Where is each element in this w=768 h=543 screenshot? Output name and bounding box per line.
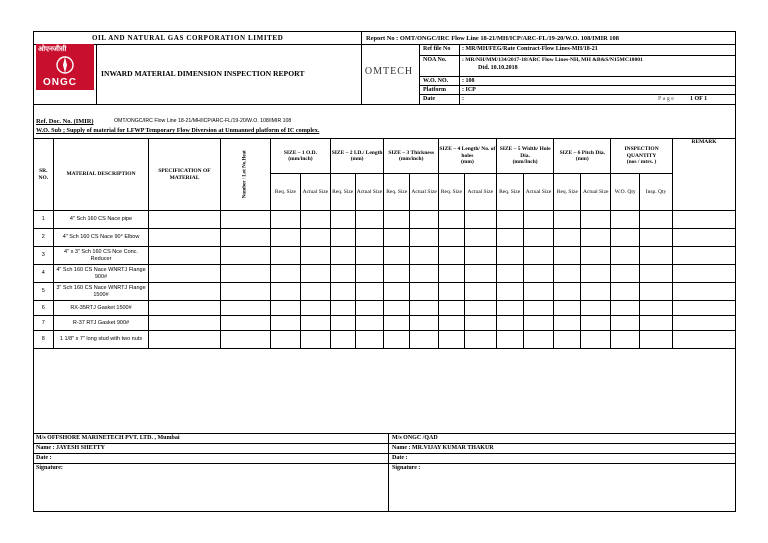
sub-actual: Actual Size bbox=[410, 174, 439, 211]
row-cell[interactable] bbox=[464, 247, 496, 265]
contractor-signature: Signature: bbox=[36, 465, 63, 471]
sub-req: Req. Size bbox=[330, 174, 355, 211]
row-cell[interactable] bbox=[330, 283, 355, 301]
row-cell[interactable] bbox=[640, 331, 673, 349]
row-cell[interactable] bbox=[355, 211, 384, 229]
row-cell[interactable] bbox=[554, 283, 581, 301]
col-size5 bbox=[496, 139, 554, 174]
ref-doc-label: Ref. Doc. No. (IMIR) bbox=[36, 118, 94, 125]
row-cell[interactable] bbox=[464, 265, 496, 283]
row-cell[interactable] bbox=[554, 211, 581, 229]
contractor-date: Date : bbox=[36, 455, 52, 461]
row-cell[interactable] bbox=[496, 229, 523, 247]
row-cell[interactable] bbox=[384, 301, 410, 316]
row-cell[interactable] bbox=[581, 283, 611, 301]
row-material-description: 4" Sch 160 CS Nace 90° Elbow bbox=[53, 229, 149, 247]
table-row bbox=[34, 229, 736, 247]
row-cell[interactable] bbox=[464, 211, 496, 229]
col-size3-unit: (mm/inch) bbox=[398, 156, 424, 162]
row-cell[interactable] bbox=[355, 316, 384, 331]
row-cell[interactable] bbox=[410, 211, 439, 229]
row-cell[interactable] bbox=[149, 265, 220, 283]
row-material-description: R-37 RTJ Gasket 900# bbox=[53, 316, 149, 331]
wo-subject: W.O. Sub ; Supply of material for LFWP Temporary Flow Diversion at Unmanned platform of IC complex. bbox=[36, 127, 320, 134]
table-row bbox=[34, 316, 736, 331]
row-cell[interactable] bbox=[300, 247, 330, 265]
inspection-table bbox=[33, 138, 736, 349]
row-sr: 1 bbox=[34, 211, 54, 229]
row-cell[interactable] bbox=[673, 229, 736, 247]
row-cell[interactable] bbox=[554, 316, 581, 331]
col-size2-unit: (mm) bbox=[350, 156, 364, 162]
row-cell[interactable] bbox=[271, 316, 301, 331]
row-cell[interactable] bbox=[220, 283, 270, 301]
row-cell[interactable] bbox=[410, 316, 439, 331]
row-cell[interactable] bbox=[581, 247, 611, 265]
ref-file-value: : MR/MH/FEG/Rate Contract-Flow Lines-MH/18-21 bbox=[462, 46, 598, 52]
wo-label: W.O. NO. bbox=[423, 78, 449, 84]
col-size5-unit: (mm/Inch) bbox=[512, 159, 538, 166]
row-cell[interactable] bbox=[581, 316, 611, 331]
row-cell[interactable] bbox=[330, 331, 355, 349]
col-size1-label: SIZE – 1 O.D. bbox=[283, 149, 317, 156]
row-cell[interactable] bbox=[271, 229, 301, 247]
row-cell[interactable] bbox=[355, 331, 384, 349]
sub-req: Req. Size bbox=[496, 174, 523, 211]
row-cell[interactable] bbox=[464, 229, 496, 247]
row-cell[interactable] bbox=[611, 331, 640, 349]
contractor-company: M/s OFFSHORE MARINETECH PVT. LTD. , Mumbai bbox=[36, 435, 180, 441]
row-cell[interactable] bbox=[611, 316, 640, 331]
row-cell[interactable] bbox=[523, 229, 554, 247]
col-size4-unit: (mm) bbox=[460, 159, 474, 166]
row-cell[interactable] bbox=[300, 283, 330, 301]
row-cell[interactable] bbox=[410, 229, 439, 247]
row-sr: 5 bbox=[34, 283, 54, 301]
row-cell[interactable] bbox=[355, 283, 384, 301]
row-material-description: 4" Sch 160 CS Nace pipe bbox=[53, 211, 149, 229]
platform-value: : ICP bbox=[462, 87, 476, 93]
row-cell[interactable] bbox=[496, 331, 523, 349]
col-size1-unit: (mm/inch) bbox=[288, 156, 313, 162]
row-cell[interactable] bbox=[330, 247, 355, 265]
row-cell[interactable] bbox=[355, 247, 384, 265]
row-cell[interactable] bbox=[220, 211, 270, 229]
col-sr: SR. NO. bbox=[34, 139, 54, 211]
col-size2 bbox=[330, 139, 384, 174]
divider bbox=[33, 453, 736, 454]
row-cell[interactable] bbox=[581, 211, 611, 229]
col-size3 bbox=[384, 139, 439, 174]
page-label: P a g e bbox=[658, 96, 674, 102]
ongc-date: Date : bbox=[392, 455, 408, 461]
row-cell[interactable] bbox=[581, 229, 611, 247]
col-material: MATERIAL DESCRIPTION bbox=[53, 139, 149, 211]
row-cell[interactable] bbox=[464, 331, 496, 349]
row-cell[interactable] bbox=[496, 283, 523, 301]
row-cell[interactable] bbox=[410, 283, 439, 301]
sub-actual: Actual Size bbox=[355, 174, 384, 211]
col-size6-label: SIZE – 6 Pitch Dia. bbox=[559, 149, 605, 156]
col-size6 bbox=[554, 139, 611, 174]
col-size1 bbox=[271, 139, 331, 174]
row-cell[interactable] bbox=[581, 331, 611, 349]
row-cell[interactable] bbox=[523, 283, 554, 301]
divider bbox=[419, 94, 736, 95]
date-value: : bbox=[462, 96, 464, 102]
row-cell[interactable] bbox=[439, 229, 465, 247]
sub-req: Req. Size bbox=[384, 174, 410, 211]
row-cell[interactable] bbox=[300, 265, 330, 283]
row-cell[interactable] bbox=[384, 211, 410, 229]
sub-req: Req. Size bbox=[271, 174, 301, 211]
row-cell[interactable] bbox=[673, 301, 736, 316]
table-row bbox=[34, 247, 736, 265]
row-cell[interactable] bbox=[611, 211, 640, 229]
row-cell[interactable] bbox=[439, 247, 465, 265]
row-cell[interactable] bbox=[554, 247, 581, 265]
row-cell[interactable] bbox=[220, 229, 270, 247]
row-cell[interactable] bbox=[330, 301, 355, 316]
row-cell[interactable] bbox=[410, 301, 439, 316]
contractor-name: Name : JAYESH SHETTY bbox=[36, 445, 105, 451]
row-cell[interactable] bbox=[611, 283, 640, 301]
row-cell[interactable] bbox=[523, 331, 554, 349]
row-cell[interactable] bbox=[384, 247, 410, 265]
col-inspection-label: INSPECTION QUANTITY bbox=[624, 146, 659, 159]
row-cell[interactable] bbox=[496, 211, 523, 229]
row-cell[interactable] bbox=[355, 265, 384, 283]
col-size5-label: SIZE – 5 Width/ Hole Dia. bbox=[499, 146, 551, 159]
divider bbox=[96, 44, 97, 104]
row-sr: 4 bbox=[34, 265, 54, 283]
row-cell[interactable] bbox=[410, 247, 439, 265]
row-cell[interactable] bbox=[554, 301, 581, 316]
row-cell[interactable] bbox=[220, 316, 270, 331]
row-cell[interactable] bbox=[554, 265, 581, 283]
divider bbox=[388, 433, 389, 512]
row-cell[interactable] bbox=[439, 211, 465, 229]
wo-value: : 108 bbox=[462, 78, 475, 84]
col-remark: REMARK bbox=[673, 139, 736, 211]
divider bbox=[419, 44, 420, 104]
row-cell[interactable] bbox=[523, 211, 554, 229]
row-cell[interactable] bbox=[439, 265, 465, 283]
col-inspection bbox=[611, 139, 673, 174]
row-cell[interactable] bbox=[523, 316, 554, 331]
col-inspection-unit: (nos / mtrs. ) bbox=[626, 159, 657, 166]
row-cell[interactable] bbox=[439, 316, 465, 331]
sub-actual: Actual Size bbox=[523, 174, 554, 211]
row-cell[interactable] bbox=[271, 247, 301, 265]
row-cell[interactable] bbox=[300, 301, 330, 316]
report-number: Report No : OMT/ONGC/IRC Flow Line 18-21/MH/ICP/ARC-FL/19-20/W.O. 108/IMIR 108 bbox=[366, 35, 619, 42]
row-cell[interactable] bbox=[271, 265, 301, 283]
row-sr: 3 bbox=[34, 247, 54, 265]
row-cell[interactable] bbox=[673, 283, 736, 301]
row-cell[interactable] bbox=[439, 283, 465, 301]
row-cell[interactable] bbox=[149, 316, 220, 331]
row-material-description: 4" Sch 160 CS Nace WNRTJ Flange 900# bbox=[53, 265, 149, 283]
row-cell[interactable] bbox=[523, 301, 554, 316]
row-cell[interactable] bbox=[554, 331, 581, 349]
row-cell[interactable] bbox=[611, 247, 640, 265]
sub-wo-qty: W.O. Qty bbox=[611, 174, 640, 211]
platform-label: Platform bbox=[423, 87, 446, 93]
row-cell[interactable] bbox=[355, 229, 384, 247]
sub-req: Req. Size bbox=[554, 174, 581, 211]
table-row bbox=[34, 331, 736, 349]
col-size4-label: SIZE – 4 Length/ No. of holes bbox=[439, 146, 496, 159]
row-cell[interactable] bbox=[496, 265, 523, 283]
row-cell[interactable] bbox=[271, 301, 301, 316]
table-body bbox=[34, 211, 736, 349]
sub-actual: Actual Size bbox=[581, 174, 611, 211]
row-cell[interactable] bbox=[149, 211, 220, 229]
row-sr: 6 bbox=[34, 301, 54, 316]
divider bbox=[33, 44, 736, 45]
divider bbox=[419, 76, 736, 77]
ref-doc-value: OMT/ONGC/IRC Flow Line 18-21/MH/ICP/ARC-FL/19-20/W.O. 108/IMIR 108 bbox=[114, 118, 292, 124]
row-cell[interactable] bbox=[496, 316, 523, 331]
row-cell[interactable] bbox=[523, 247, 554, 265]
row-cell[interactable] bbox=[640, 265, 673, 283]
row-cell[interactable] bbox=[220, 301, 270, 316]
table-row bbox=[34, 283, 736, 301]
divider bbox=[33, 104, 736, 105]
flame-icon bbox=[56, 54, 74, 76]
row-cell[interactable] bbox=[271, 211, 301, 229]
row-cell[interactable] bbox=[384, 229, 410, 247]
divider bbox=[33, 463, 736, 464]
row-sr: 8 bbox=[34, 331, 54, 349]
row-cell[interactable] bbox=[611, 229, 640, 247]
row-sr: 7 bbox=[34, 316, 54, 331]
ongc-company: M/s ONGC /QAD bbox=[392, 435, 438, 441]
row-cell[interactable] bbox=[640, 229, 673, 247]
row-cell[interactable] bbox=[640, 301, 673, 316]
row-cell[interactable] bbox=[673, 265, 736, 283]
noa-value: : MR/NH/MM/134/2017-18/ARC Flow Lines-NH, MH &B&S/N15MC18001 bbox=[462, 57, 643, 63]
row-cell[interactable] bbox=[384, 265, 410, 283]
logo-text: ONGC bbox=[43, 77, 77, 88]
col-size2-label: SIZE – 2 I.D./ Length bbox=[331, 149, 383, 156]
ref-file-label: Ref file No bbox=[423, 46, 451, 52]
divider bbox=[33, 433, 736, 434]
row-cell[interactable] bbox=[330, 211, 355, 229]
row-cell[interactable] bbox=[611, 301, 640, 316]
col-size4 bbox=[439, 139, 497, 174]
row-cell[interactable] bbox=[149, 247, 220, 265]
row-material-description: 3" Sch 160 CS Nace WNRTJ Flange 1500# bbox=[53, 283, 149, 301]
divider bbox=[33, 443, 736, 444]
row-cell[interactable] bbox=[220, 331, 270, 349]
row-cell[interactable] bbox=[384, 283, 410, 301]
row-cell[interactable] bbox=[410, 331, 439, 349]
row-cell[interactable] bbox=[410, 265, 439, 283]
row-cell[interactable] bbox=[149, 283, 220, 301]
row-cell[interactable] bbox=[673, 247, 736, 265]
row-cell[interactable] bbox=[355, 301, 384, 316]
row-sr: 2 bbox=[34, 229, 54, 247]
row-cell[interactable] bbox=[464, 283, 496, 301]
company-name: OIL AND NATURAL GAS CORPORATION LIMITED bbox=[92, 34, 284, 42]
page-value: 1 OF 1 bbox=[690, 96, 708, 102]
row-cell[interactable] bbox=[300, 331, 330, 349]
sub-insp-qty: Insp. Qty bbox=[640, 174, 673, 211]
table-row bbox=[34, 211, 736, 229]
sub-req: Req. Size bbox=[439, 174, 465, 211]
row-cell[interactable] bbox=[640, 283, 673, 301]
row-cell[interactable] bbox=[220, 265, 270, 283]
row-cell[interactable] bbox=[523, 265, 554, 283]
row-cell[interactable] bbox=[384, 316, 410, 331]
col-spec: SPECIFICATION OF MATERIAL bbox=[149, 139, 220, 211]
col-size3-label: SIZE – 3 Thickness bbox=[388, 149, 435, 156]
row-cell[interactable] bbox=[384, 331, 410, 349]
row-cell[interactable] bbox=[330, 229, 355, 247]
row-cell[interactable] bbox=[330, 316, 355, 331]
row-cell[interactable] bbox=[439, 301, 465, 316]
row-cell[interactable] bbox=[673, 316, 736, 331]
sub-actual: Actual Size bbox=[300, 174, 330, 211]
row-cell[interactable] bbox=[464, 301, 496, 316]
row-cell[interactable] bbox=[149, 301, 220, 316]
date-label: Date bbox=[423, 96, 435, 102]
row-cell[interactable] bbox=[673, 331, 736, 349]
logo-hindi-text: ओएनजीसी bbox=[38, 45, 67, 53]
divider bbox=[419, 55, 736, 56]
row-cell[interactable] bbox=[439, 331, 465, 349]
row-cell[interactable] bbox=[300, 316, 330, 331]
row-cell[interactable] bbox=[640, 247, 673, 265]
sub-actual: Actual Size bbox=[464, 174, 496, 211]
col-heat bbox=[220, 139, 270, 211]
ongc-name: Name : MR.VIJAY KUMAR THAKUR bbox=[392, 445, 494, 451]
row-cell[interactable] bbox=[640, 316, 673, 331]
report-title: INWARD MATERIAL DIMENSION INSPECTION REPORT bbox=[101, 69, 305, 78]
noa-label: NOA No. bbox=[423, 57, 447, 63]
table-row bbox=[34, 265, 736, 283]
row-cell[interactable] bbox=[496, 301, 523, 316]
divider bbox=[459, 44, 460, 104]
row-cell[interactable] bbox=[149, 229, 220, 247]
row-cell[interactable] bbox=[611, 265, 640, 283]
row-cell[interactable] bbox=[300, 229, 330, 247]
row-cell[interactable] bbox=[464, 316, 496, 331]
row-cell[interactable] bbox=[673, 211, 736, 229]
table-row bbox=[34, 301, 736, 316]
row-cell[interactable] bbox=[149, 331, 220, 349]
row-cell[interactable] bbox=[330, 265, 355, 283]
ongc-logo bbox=[36, 44, 94, 90]
row-material-description: 1 1/8" x 7" long stud with two nuts bbox=[53, 331, 149, 349]
omtech-logo: OMTECH bbox=[364, 66, 414, 77]
col-size6-unit: (mm) bbox=[575, 156, 589, 162]
row-cell[interactable] bbox=[640, 211, 673, 229]
row-cell[interactable] bbox=[496, 247, 523, 265]
row-cell[interactable] bbox=[554, 229, 581, 247]
row-cell[interactable] bbox=[581, 301, 611, 316]
row-material-description: RX-35RTJ Gasket 1500# bbox=[53, 301, 149, 316]
row-cell[interactable] bbox=[220, 247, 270, 265]
row-cell[interactable] bbox=[271, 283, 301, 301]
noa-date: Dtd. 10.10.2018 bbox=[478, 65, 518, 71]
row-cell[interactable] bbox=[300, 211, 330, 229]
row-material-description: 4" x 3" Sch 160 CS Nce Conc. Reducer bbox=[53, 247, 149, 265]
row-cell[interactable] bbox=[271, 331, 301, 349]
ongc-signature: Signature : bbox=[392, 465, 421, 471]
divider bbox=[419, 85, 736, 86]
col-heat-label: Number / Lot No.Heat bbox=[242, 150, 248, 199]
row-cell[interactable] bbox=[581, 265, 611, 283]
